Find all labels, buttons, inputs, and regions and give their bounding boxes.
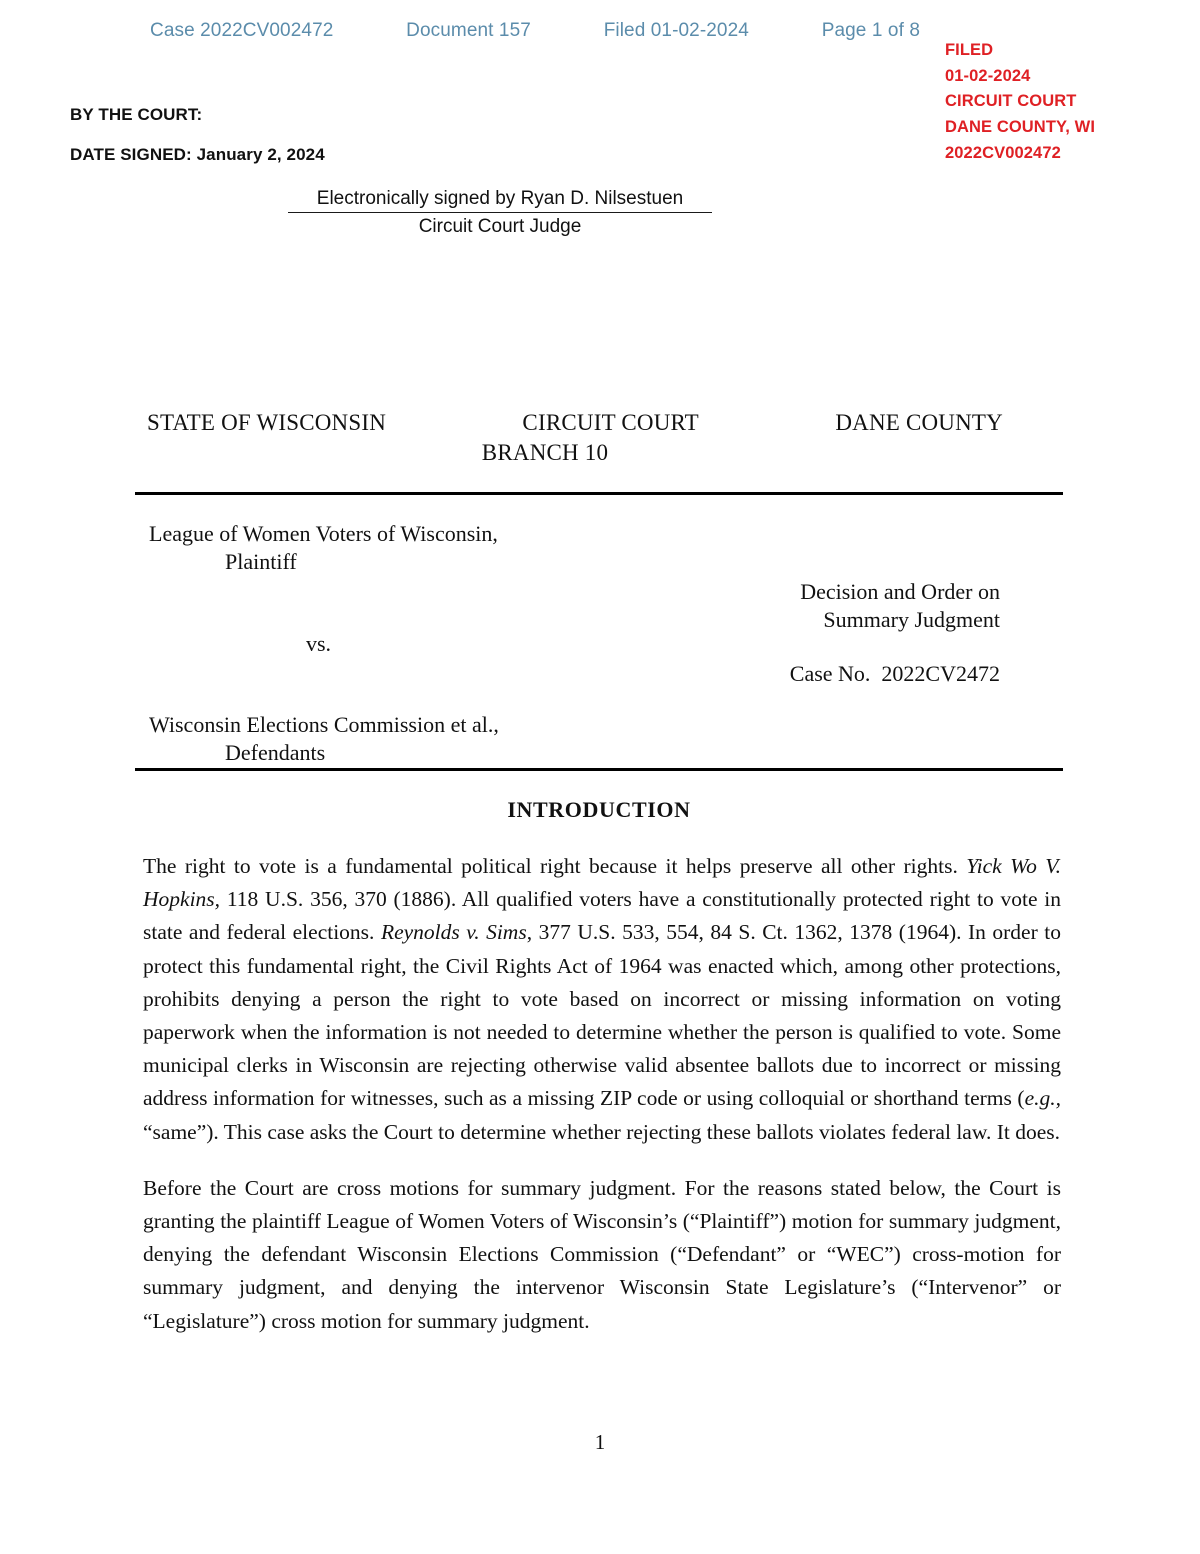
caption-state: STATE OF WISCONSIN (147, 410, 387, 435)
filed-stamp-line-court: CIRCUIT COURT (945, 92, 1077, 111)
defendant-role: Defendants (225, 739, 326, 765)
ecf-filed-date: Filed 01-02-2024 (603, 20, 749, 41)
filed-stamp-line-county: DANE COUNTY, WI (945, 118, 1095, 137)
caption-rule-bottom (135, 768, 1063, 771)
caption-document-column (610, 578, 1000, 688)
by-the-court-label: BY THE COURT: (70, 105, 203, 124)
plaintiff-name: League of Women Voters of Wisconsin, (149, 521, 498, 546)
caption-county: DANE COUNTY (835, 410, 1003, 435)
ecf-header-band (150, 20, 920, 42)
case-citation: Yick Wo V. Hopkins, (143, 854, 1062, 912)
filed-stamp-line-date: 01-02-2024 (945, 66, 1031, 85)
electronic-signature-name: Electronically signed by Ryan D. Nilsestuen (288, 186, 712, 213)
intro-paragraph-2: Before the Court are cross motions for summary judgment. For the reasons stated below, the Court is granting the plaintiff League of Women Voters of Wisconsin’s (“Plaintiff”) motion for summary judgment, denying the defendant Wisconsin Elections Commission (“Defendant” or “WEC”) cross-motion for summary judgment, and denying the intervenor Wisconsin State Legislature’s (“Intervenor” or “Legislature”) cross motion for summary judgment. (143, 1175, 1061, 1333)
versus-label: vs. (306, 630, 332, 656)
date-signed-label: DATE SIGNED: January 2, 2024 (70, 145, 325, 164)
electronic-signature-block (288, 186, 712, 240)
case-caption-block (135, 520, 1063, 765)
court-caption-heading (135, 410, 1065, 466)
caption-case-number: Case No. 2022CV2472 (789, 660, 1000, 686)
caption-branch: BRANCH 10 (481, 440, 609, 465)
caption-rule-top (135, 492, 1063, 495)
ecf-case-number: Case 2022CV002472 (150, 20, 334, 41)
case-citation: e.g., (1024, 1086, 1061, 1111)
section-heading-introduction: INTRODUCTION (507, 797, 691, 822)
ecf-page-indicator: Page 1 of 8 (821, 20, 920, 41)
filed-stamp (945, 38, 1095, 167)
filed-stamp-line-filed: FILED (945, 41, 994, 59)
caption-court: CIRCUIT COURT (522, 410, 699, 435)
footer-page-number: 1 (594, 1430, 606, 1454)
intro-paragraph-1: The right to vote is a fundamental political right because it helps preserve all other rights. Yick Wo V. Hopkins, 118 U.S. 356, 370 (1886). All qualified voters have a constitutionally protected right to vote in state and federal elections. Reynolds v. Sims, 377 U.S. 533, 554, 84 S. Ct. 1362, 1378 (1964). In order to protect this fundamental right, the Civil Rights Act of 1964 was enacted which, among other protections, prohibits denying a person the right to vote based on incorrect or missing information on voting paperwork when the information is not needed to determine whether the person is qualified to vote. Some municipal clerks in Wisconsin are rejecting otherwise valid absentee ballots due to incorrect or missing address information for witnesses, such as a missing ZIP code or using colloquial or shorthand terms (e.g., “same”). This case asks the Court to determine whether rejecting these ballots violates federal law. It does. (143, 854, 1062, 1144)
document-title-line-2: Summary Judgment (823, 606, 1000, 632)
document-title-line-1: Decision and Order on (800, 579, 1000, 604)
ecf-document-number: Document 157 (406, 20, 531, 41)
plaintiff-role: Plaintiff (225, 548, 297, 574)
defendant-name: Wisconsin Elections Commission et al., (149, 711, 499, 737)
filed-stamp-line-case: 2022CV002472 (945, 143, 1061, 162)
caption-parties-column (149, 520, 619, 767)
document-body (143, 850, 1061, 1338)
case-citation: Reynolds v. Sims (380, 920, 527, 945)
judge-title: Circuit Court Judge (418, 216, 582, 238)
